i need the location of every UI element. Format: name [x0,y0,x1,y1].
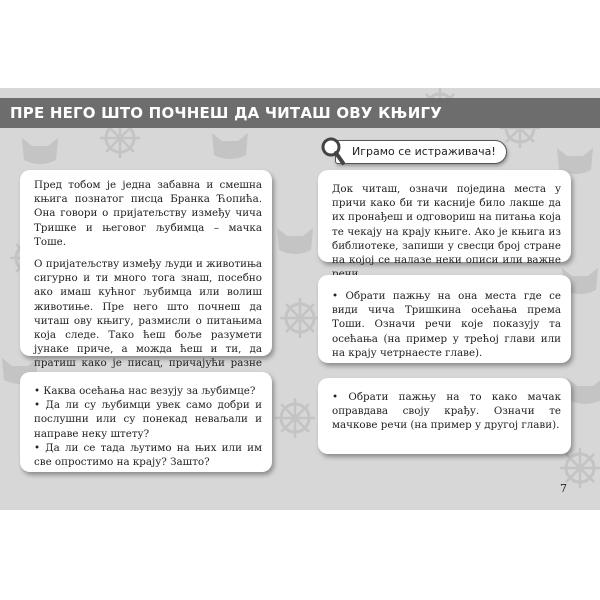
magnifier-icon [320,136,346,166]
questions-list [34,384,262,469]
question-item: • Каква осећања нас везују за љубимце? [34,385,256,397]
instruction-card-1 [318,170,571,267]
intro-paragraph-2: О пријатељству између људи и животиња сигурно и ти много тога знаш, посебно ако имаш кућног љубимца или волиш животиње. Пре него што почнеш да читаш ову књигу, размисли о питањима која следе. Тако ћеш боље разумети јунаке приче, а можда ћеш и ти, да пратиш како је писац, причајући разне [34,258,263,370]
instruction-card-3 [318,378,571,454]
instruction-text: • Обрати пажњу на то како мачак оправдава своју крађу. Означи те мачкове речи (на пример у другој глави). [332,391,561,432]
instruction-card-2 [318,275,571,363]
intro-card [20,170,272,370]
intro-paragraph-1: Пред тобом је једна забавна и смешна књига познатог писца Бранка Ћопића. Она говори о пријатељству између чича Тришке и његовог љубимца – мачка Тоше. [34,179,262,248]
question-item: • Да ли се тада љутимо на њих или им све опростимо на крају? Зашто? [34,441,262,469]
page-title: ПРЕ НЕГО ШТО ПОЧНЕШ ДА ЧИТАШ ОВУ КЊИГУ [0,98,600,128]
questions-card [20,372,272,472]
explorer-tag: Играмо се истраживача! [335,140,507,164]
instruction-text: Док читаш, означи поједина места у причи како би ти касније било лакше да их пронађеш и одговориш на питања која те чекају на крају књиге. Ако је књига из библиотеке, запиши у свесци број стране на којој се налазе неки описи или важне [332,183,561,267]
page-number: 7 [560,482,567,495]
question-item: • Да ли су љубимци увек само добри и послушни или су понекад неваљали и направе неку штету? [34,399,262,440]
instruction-text: • Обрати пажњу на она места где се види чича Тришкина осећања према Тоши. Означи речи које показују та осећања (на пример у трећој глави или на крају четрнаесте главе). [332,290,561,359]
